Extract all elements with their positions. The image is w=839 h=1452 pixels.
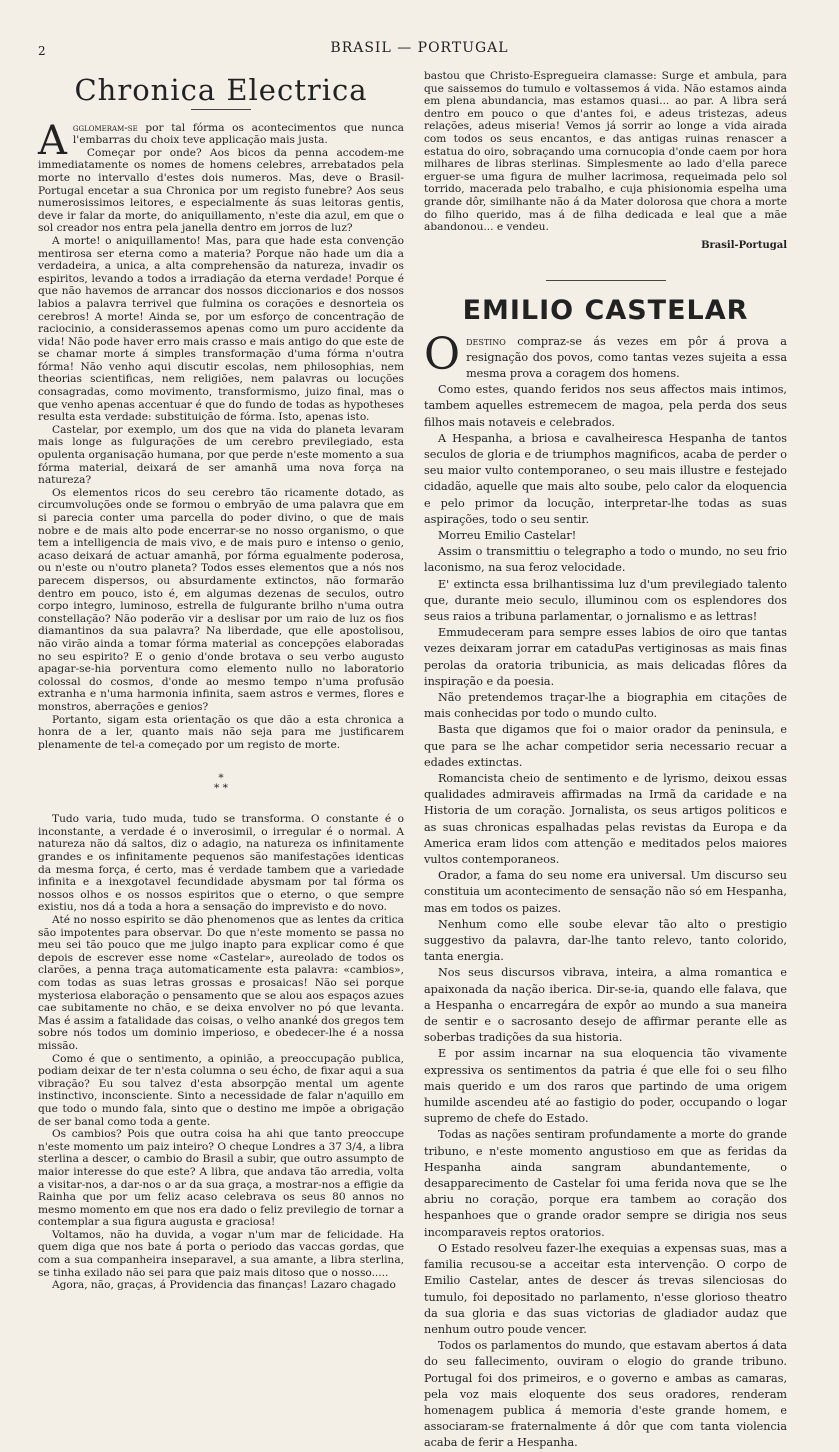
page-number: 2 xyxy=(38,44,46,58)
chronica-paragraph: Como é que o sentimento, a opinião, a preoccupação publica, podiam deixar de ter n'esta columna o seu écho, de fixar aqui a sua vibração? Eu sou talvez d'esta absorpção mental um agente instinctivo, inconsciente. Sinto a necessidade de falar n'aquillo em que todo o mundo fala, sinto que o destino me impõe a obrigação de ser banal como toda a gente. xyxy=(38,1052,404,1128)
right-column xyxy=(424,70,787,1452)
castelar-lead-paragraph xyxy=(424,328,787,383)
asterism: * * * xyxy=(214,772,228,795)
castelar-paragraph: Assim o transmittiu o telegrapho a todo o mundo, no seu frio laconismo, na sua feroz velocidade. xyxy=(424,545,787,575)
castelar-paragraph: E por assim incarnar na sua eloquencia tão vivamente expressiva os sentimentos da patria é que elle foi o seu filho mais querido e um dos raros que partindo de uma origem humilde ascendeu até ao fastigio do poder, occupando o logar supremo de chefe do Estado. xyxy=(424,1047,787,1126)
castelar-paragraph: Como estes, quando feridos nos seus affectos mais intimos, tambem aquelles estremecem de magoa, pela perda dos seus filhos mais notaveis e celebrados. xyxy=(424,383,787,429)
chronica-continuation: bastou que Christo-Espregueira clamasse: Surge et ambula, para que saissemos do tumulo e voltassemos á vida. Não estamos ainda em plena abundancia, mas estamos quasi... ao par. A libra será dentro em pouco o que d'antes foi, e adeus tristezas, adeus relações, adeus miseria! Vemos já sorrir ao longe a vida airada com todos os seus encantos, e das antigas ruinas renascer a estatua do oiro, sobraçando uma cornucopia d'onde caem por hora milhares de libras sterlinas. Simplesmente ao lado d'ella parece erguer-se uma figura de mulher lacrimosa, requeimada pelo sol torrido, macerada pelo trabalho, e cuja phisionomia espelha uma grande dôr, similhante não á da Mater dolorosa que chora a morte do filho querido, mas á de filha dedicada e leal que a mãe abandonou... e vendeu. xyxy=(424,70,787,234)
castelar-paragraph: Emmudeceram para sempre esses labios de oiro que tantas vezes deixaram jorrar em cataduPas vertiginosas as mais finas perolas da oratoria tribunicia, as mais delicadas flôres da inspiração e da poesia. xyxy=(424,626,787,688)
castelar-paragraph: Nenhum como elle soube elevar tão alto o prestigio suggestivo da palavra, dar-lhe tanto relevo, tanto colorido, tanta energia. xyxy=(424,917,787,964)
lead-rest: compraz-se ás vezes em pôr á prova a resignação dos povos, como tantas vezes sujeita a essa mesma prova a coragem dos homens. xyxy=(466,334,787,380)
chronica-paragraph: Portanto, sigam esta orientação os que dão a esta chronica a honra de a ler, quanto mais não seja para me justificarem plenamente de tel-a começado por um registo de morte. xyxy=(38,713,404,751)
castelar-paragraph: A Hespanha, a briosa e cavalheiresca Hespanha de tantos seculos de gloria e de triumphos magnificos, acaba de perder o seu maior vulto contemporaneo, o seu mais illustre e festejado cidadão, aquelle que mais alto soube, pelo calor da eloquencia e pelo primor da locução, interpretar-lhe todas as suas aspirações, todo o seu sentir. xyxy=(424,431,787,526)
chronica-paragraph: Os elementos ricos do seu cerebro tão ricamente dotado, as circumvoluções onde se formou o embryão de uma palavra que em si parecia conter uma parcella do poder divino, o que de mais nobre e de mais alto pode encerrar-se no nosso organismo, o que tem a intelligencia de mais vivo, e de mais puro e intenso o genio, acaso deixará de actuar amanhã, por fórma egualmente poderosa, ou n'este ou n'outro planeta? Todos esses elementos que a nós nos parecem dispersos, ou absurdamente extinctos, não formarão dentro em pouco, isto é, em algumas dezenas de seculos, outro corpo integro, luminoso, estrella de fulgurante brilho n'uma outra constellação? Não poderão vir a deslisar por um raio de luz os fios diamantinos da sua palavra? Na liberdade, que elle apostolisou, não virão ainda a tomar fórma material as concepções elaboradas no seu espirito? E o genio d'onde brotava o seu verbo augusto apagar-se-hia porventura como elemento nullo no laboratorio colossal do cosmos, d'onde ao mesmo tempo n'uma profusão extranha e n'uma harmonia infinita, saem astros e vermes, flores e monstros, aberrações e genios? xyxy=(38,486,404,713)
castelar-paragraph: Nos seus discursos vibrava, inteira, a alma romantica e apaixonada da nação iberica. Dir-se-ia, quando elle falava, que a Hespanha o encarregára de expôr ao mundo a sua maneira de sentir e o sacrosanto desejo de affirmar perante elle as soberbas tradições da sua historia. xyxy=(424,966,787,1045)
running-head: BRASIL — PORTUGAL xyxy=(330,40,509,56)
left-column xyxy=(38,73,404,1292)
castelar-paragraph: E' extincta essa brilhantissima luz d'um previlegiado talento que, durante meio seculo, illuminou com os esplendores dos seus raios a tribuna parlamentar, o jornalismo e as lettras! xyxy=(424,577,787,623)
chronica-paragraph: Começar por onde? Aos bicos da penna accodem-me immediatamente os nomes de homens celebres, arrebatados pela morte no intervallo d'estes dois numeros. Mas, deve o Brasil-Portugal encetar a sua Chronica por um registo funebre? Aos seus numerosissimos leitores, e especialmente ás suas leitoras gentis, deve ir falar da morte, do aniquillamento, n'este dia azul, em que o sol creador nos entra pela janella dentro em jorros de luz? xyxy=(38,146,404,235)
castelar-title: EMILIO CASTELAR xyxy=(462,295,749,327)
chronica-paragraph: Até no nosso espirito se dão phenomenos que as lentes da critica são impotentes para observar. Do que n'este momento se passa no meu sei tão pouco que me julgo inapto para explicar como é que depois de escrever esse nome «Castelar», aureolado de todos os clarões, a penna traça automaticamente esta palavra: «cambios», com todas as suas letras grossas e prosaicas! Não sei porque mysteriosa elaboração o pensamento que se alou aos espaços azues cae subitamente no chão, e se deixa envolver no pó que levanta. Mas é assim a fatalidade das coisas, o velho ananké dos gregos tem sobre nós todos um dominio imperioso, e obedecer-lhe é a nossa missão. xyxy=(38,914,404,1052)
castelar-paragraph: O Estado resolveu fazer-lhe exequias a expensas suas, mas a familia recusou-se a acceitar esta intervenção. O corpo de Emilio Castelar, antes de descer ás trevas silenciosas do tumulo, foi depositado no parlamento, n'esse glorioso theatro da sua gloria e das suas victorias de gladiador audaz que nenhum outro poude vencer. xyxy=(424,1241,787,1336)
chronica-paragraph: Castelar, por exemplo, um dos que na vida do planeta levaram mais longe as fulgurações de um cerebro previlegiado, esta opulenta organisação humana, por que perde n'este momento a sua fórma material, deixará de ser amanhã uma nova força na natureza? xyxy=(38,423,404,487)
dropcap-o: O xyxy=(424,328,461,380)
section-rule xyxy=(546,280,666,281)
castelar-paragraph: Todas as nações sentiram profundamente a morte do grande tribuno, e n'este momento angustioso em que as feridas da Hespanha ainda sangram abundantemente, o desapparecimento de Castelar foi uma ferida nova que se lhe abriu no coração, porque era tambem ao coração dos hespanhoes que o grande orador sempre se dirigia nos seus incomparaveis reptos oratorios. xyxy=(424,1128,787,1239)
chronica-paragraph: Tudo varia, tudo muda, tudo se transforma. O constante é o inconstante, a verdade é o inverosimil, o irregular é o normal. A natureza não dá saltos, diz o adagio, na natureza os infinitamente grandes e os infinitamente pequenos são manifestações identicas da mesma força, é certo, mas é verdade tambem que a variedade infinita e a inexgotavel fecundidade abysmam por tal fórma os nossos olhos e os nossos espiritos que o eterno, o que sempre existiu, nos dá a toda a hora a sensação do imprevisto e do novo. xyxy=(38,813,404,914)
chronica-paragraph: A morte! o aniquillamento! Mas, para que hade esta convenção mentirosa ser eterna como a materia? Porque não hade um dia a verdadeira, a unica, a alta comprehensão da natureza, invadir os espiritos, levando a todos a irradiação da eterna verdade! Porque é que não havemos de arrancar dos nossos diccionarios e dos nossos labios a palavra terrivel que fulmina os corações e desnorteia os cerebros! A morte! Ainda se, por um esforço de concentração de raciocinio, a considerassemos apenas como um puro accidente da vida! Não pode haver erro mais crasso e mais antigo do que este de se chamar morte á simples transformação d'uma fórma n'outra fórma! Não venho aqui discutir escolas, nem philosophias, nem theorias scientificas, nem religiões, nem palavras ou locuções consagradas, como movimento, transformismo, juizo final, mas o que venho apenas accentuar é que do fundo de todas as hypotheses resulta esta verdade: substituição de fórma. Isto, apenas isto. xyxy=(38,234,404,424)
lead-small-caps: gglomeram-se xyxy=(72,121,138,134)
dropcap-a: A xyxy=(38,117,67,164)
castelar-paragraph: Não pretendemos traçar-lhe a biographia em citações de mais conhecidas por todo o mundo culto. xyxy=(424,690,787,721)
castelar-article xyxy=(424,328,787,1452)
title-rule xyxy=(191,109,251,110)
castelar-paragraph: Romancista cheio de sentimento e de lyrismo, deixou essas qualidades admiraveis affirmadas na Irmã da caridade e na Historia de um coração. Jornalista, os seus artigos politicos e as suas chronicas espalhadas pelas revistas da Europa e da America eram lidos com attenção e meditados pelos maiores vultos contemporaneos. xyxy=(424,772,787,867)
lead-small-caps: destino xyxy=(466,334,506,348)
castelar-paragraph: Orador, a fama do seu nome era universal. Um discurso seu constituia um acontecimento de sensação não só em Hespanha, mas em todos os paizes. xyxy=(424,869,787,915)
chronica-title: Chronica Electrica xyxy=(74,73,368,107)
signature: Brasil-Portugal xyxy=(701,239,787,251)
lead-rest: por tal fórma os acontecimentos que nunca l'embarras du choix teve applicação mais justa. xyxy=(72,121,404,147)
chronica-paragraph: Agora, não, graças, á Providencia das finanças! Lazaro chagado xyxy=(52,1279,396,1292)
chronica-paragraph: Voltamos, não ha duvida, a vogar n'um mar de felicidade. Ha quem diga que nos bate á porta o periodo das vaccas gordas, que com a sua companheira inseparavel, a sua amante, a libra sterlina, se tinha exilado não sei para que paiz mais ditoso que o nosso..... xyxy=(38,1228,404,1279)
castelar-paragraph: Morreu Emilio Castelar! xyxy=(438,528,577,542)
chronica-paragraph: Os cambios? Pois que outra coisa ha ahi que tanto preoccupe n'este momento um paiz inteiro? O cheque Londres a 37 3/4, a libra sterlina a descer, o cambio do Brasil a subir, que outro assumpto de maior interesse do que este? A libra, que andava tão arredia, volta a visitar-nos, a dar-nos o ar da sua graça, a mostrar-nos a effigie da Rainha que por um feliz acaso celebrava os seus 80 annos no mesmo momento em que nos era dado o feliz previlegio de tornar a contemplar a sua figura augusta e graciosa! xyxy=(38,1128,404,1229)
castelar-paragraph: Todos os parlamentos do mundo, que estavam abertos á data do seu fallecimento, ouviram o elogio do grande tribuno. Portugal foi dos primeiros, e o governo e ambas as camaras, pela voz mais eloquente dos seus oradores, renderam homenagem publica á memoria d'este grande homem, e associaram-se fraternalmente á dôr que com tanta violencia acaba de ferir a Hespanha. xyxy=(424,1339,787,1450)
castelar-paragraph: Basta que digamos que foi o maior orador da peninsula, e que para se lhe achar competidor seria necessario recuar a edades extinctas. xyxy=(424,723,787,769)
chronica-lead-paragraph xyxy=(38,117,404,164)
